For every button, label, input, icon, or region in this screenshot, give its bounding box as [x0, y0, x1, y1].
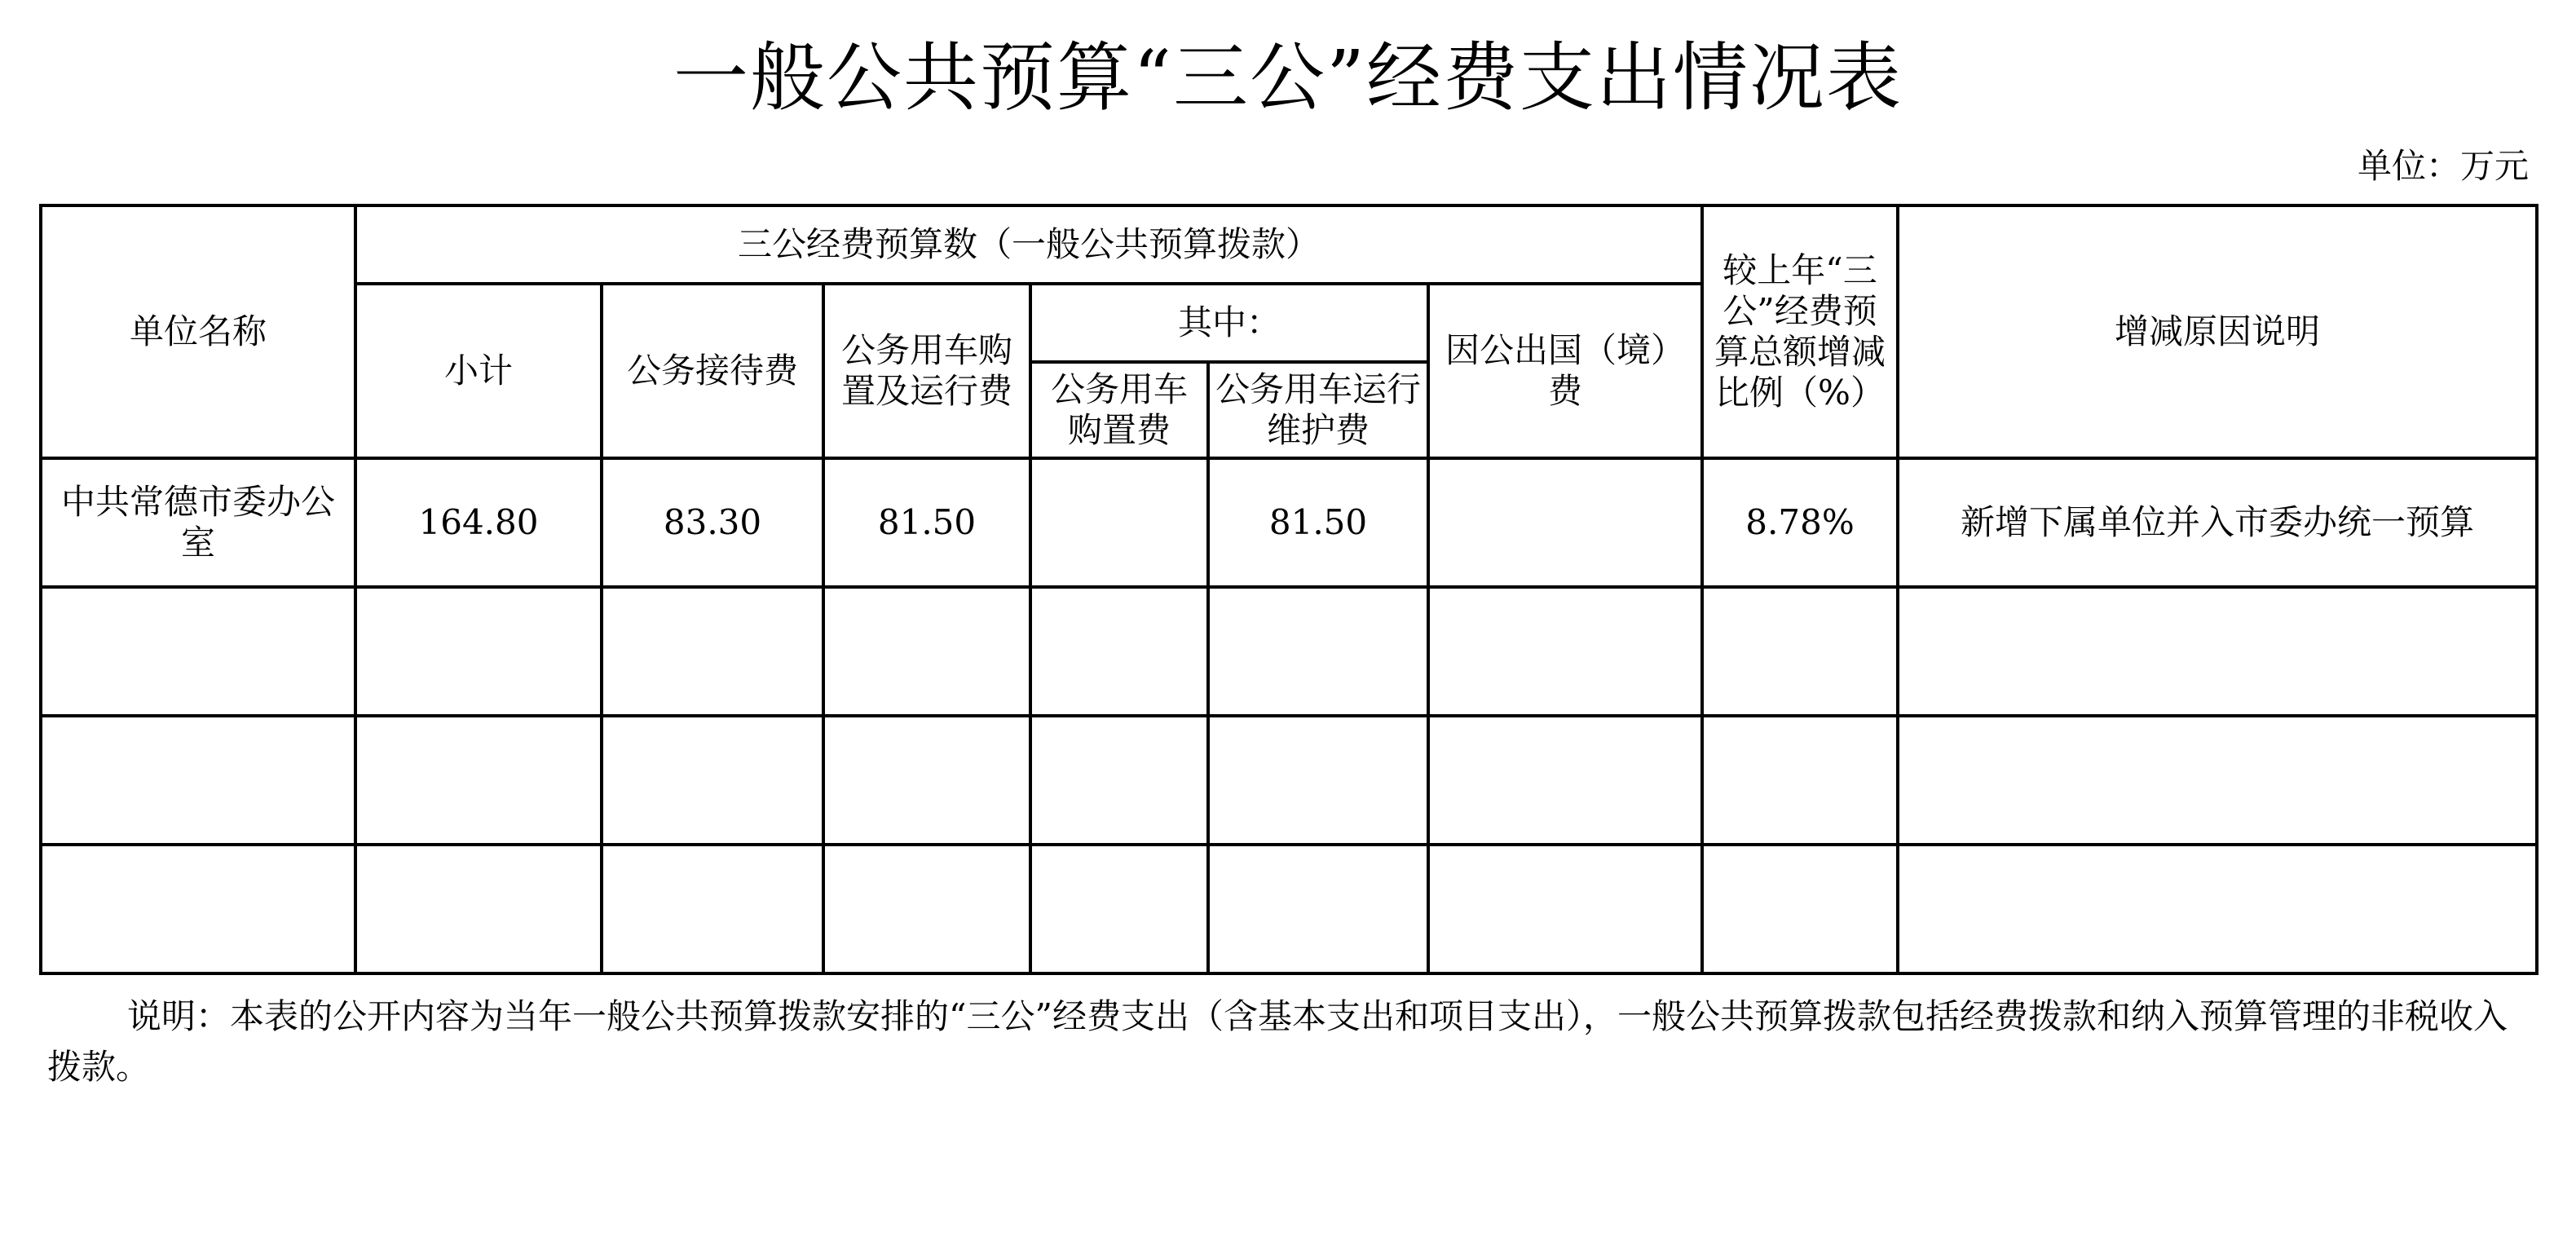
header-reason: 增减原因说明 [1898, 205, 2537, 458]
cell-vehicle-maintenance: 81.50 [1208, 458, 1428, 587]
header-among: 其中： [1030, 284, 1428, 362]
cell-reception [602, 716, 823, 845]
cell-overseas [1428, 587, 1702, 716]
header-vehicle: 公务用车购置及运行费 [823, 284, 1030, 458]
table-row [41, 716, 2537, 845]
cell-reception [602, 845, 823, 973]
header-reception: 公务接待费 [602, 284, 823, 458]
cell-vehicle [823, 845, 1030, 973]
budget-table [39, 204, 2539, 975]
cell-reason [1898, 845, 2537, 973]
header-overseas: 因公出国（境）费 [1428, 284, 1702, 458]
header-row-1 [41, 205, 2537, 284]
cell-subtotal [355, 716, 602, 845]
cell-reception [602, 587, 823, 716]
cell-ratio [1702, 716, 1898, 845]
header-unit-name: 单位名称 [41, 205, 355, 458]
cell-unit-name [41, 845, 355, 973]
cell-unit-name [41, 716, 355, 845]
cell-subtotal [355, 587, 602, 716]
cell-vehicle [823, 587, 1030, 716]
cell-ratio [1702, 845, 1898, 973]
cell-reception: 83.30 [602, 458, 823, 587]
header-group: 三公经费预算数（一般公共预算拨款） [355, 205, 1702, 284]
cell-vehicle-purchase [1030, 716, 1208, 845]
cell-unit-name: 中共常德市委办公室 [41, 458, 355, 587]
cell-ratio [1702, 587, 1898, 716]
cell-overseas [1428, 845, 1702, 973]
cell-ratio: 8.78% [1702, 458, 1898, 587]
header-vehicle-maintenance: 公务用车运行维护费 [1208, 362, 1428, 458]
cell-reason [1898, 587, 2537, 716]
cell-vehicle-maintenance [1208, 845, 1428, 973]
table-row [41, 458, 2537, 587]
cell-vehicle [823, 716, 1030, 845]
cell-overseas [1428, 458, 1702, 587]
cell-vehicle-maintenance [1208, 587, 1428, 716]
cell-subtotal [355, 845, 602, 973]
cell-vehicle: 81.50 [823, 458, 1030, 587]
header-subtotal: 小计 [355, 284, 602, 458]
cell-vehicle-purchase [1030, 587, 1208, 716]
footnote: 说明：本表的公开内容为当年一般公共预算拨款安排的“三公”经费支出（含基本支出和项目支出），一般公共预算拨款包括经费拨款和纳入预算管理的非税收入拨款。 [47, 996, 2508, 1087]
cell-unit-name [41, 587, 355, 716]
table-row [41, 845, 2537, 973]
cell-vehicle-purchase [1030, 845, 1208, 973]
table-row [41, 587, 2537, 716]
cell-overseas [1428, 716, 1702, 845]
header-ratio: 较上年“三公”经费预算总额增减比例（%） [1702, 205, 1898, 458]
cell-reason: 新增下属单位并入市委办统一预算 [1898, 458, 2537, 587]
page-title: 一般公共预算“三公”经费支出情况表 [673, 34, 1903, 121]
unit-label: 单位：万元 [2357, 146, 2529, 186]
cell-reason [1898, 716, 2537, 845]
cell-vehicle-maintenance [1208, 716, 1428, 845]
cell-subtotal: 164.80 [355, 458, 602, 587]
cell-vehicle-purchase [1030, 458, 1208, 587]
header-vehicle-purchase: 公务用车购置费 [1030, 362, 1208, 458]
